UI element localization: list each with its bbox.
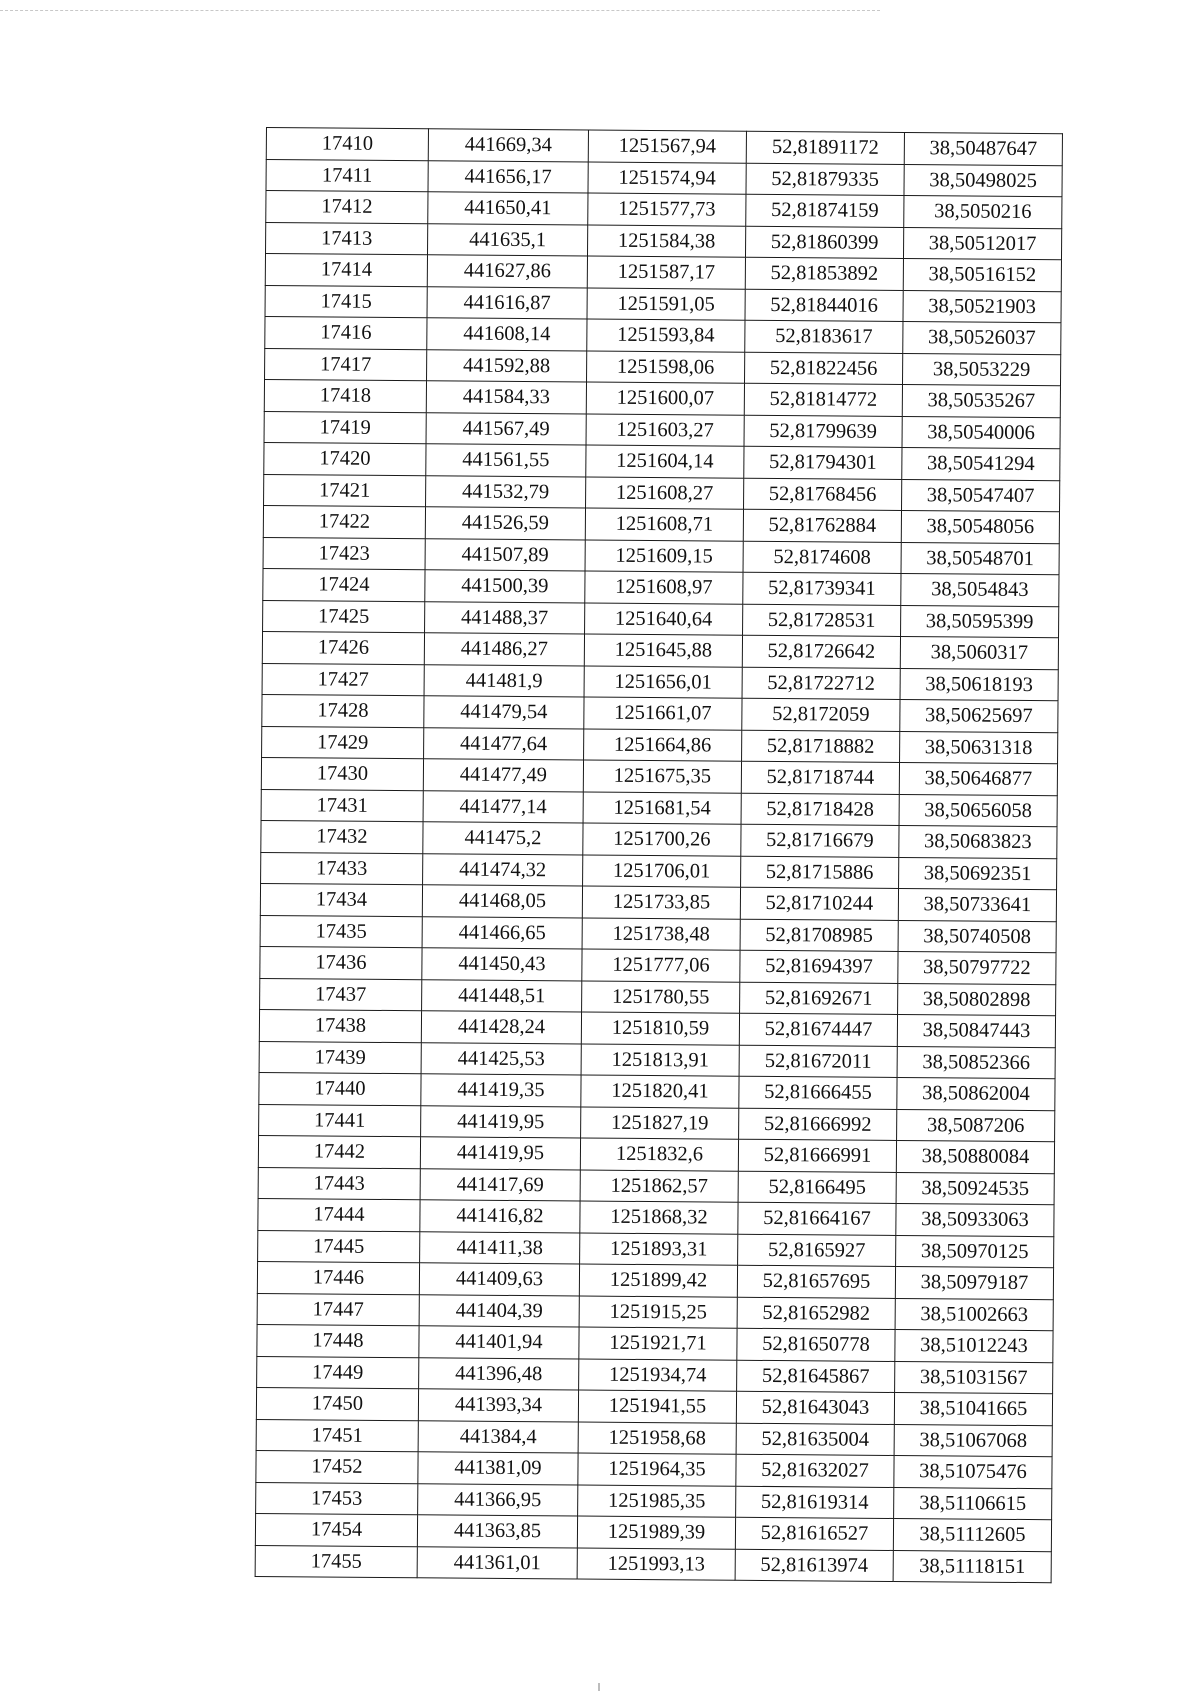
point-number-cell: 17453 [256, 1482, 418, 1515]
latitude-cell: 52,81692671 [740, 982, 898, 1015]
latitude-cell: 52,81874159 [746, 194, 904, 227]
longitude-cell: 38,50548701 [901, 542, 1059, 575]
x-coordinate-cell: 441477,14 [423, 790, 583, 823]
x-coordinate-cell: 441627,86 [427, 255, 587, 288]
y-coordinate-cell: 1251587,17 [587, 256, 745, 289]
y-coordinate-cell: 1251600,07 [586, 382, 744, 415]
y-coordinate-cell: 1251738,48 [582, 918, 740, 951]
latitude-cell: 52,81666455 [739, 1076, 897, 1109]
latitude-cell: 52,81666991 [738, 1139, 896, 1172]
point-number-cell: 17434 [260, 883, 422, 916]
y-coordinate-cell: 1251567,94 [588, 130, 746, 163]
y-coordinate-cell: 1251598,06 [587, 351, 745, 384]
point-number-cell: 17430 [261, 757, 423, 790]
latitude-cell: 52,81728531 [743, 604, 901, 637]
scan-mark [598, 1683, 600, 1691]
y-coordinate-cell: 1251921,71 [579, 1327, 737, 1360]
latitude-cell: 52,81853892 [745, 257, 903, 290]
x-coordinate-cell: 441393,34 [418, 1389, 578, 1422]
point-number-cell: 17455 [255, 1545, 417, 1578]
y-coordinate-cell: 1251915,25 [579, 1295, 737, 1328]
longitude-cell: 38,50540006 [902, 416, 1060, 449]
longitude-cell: 38,51112605 [893, 1518, 1051, 1551]
point-number-cell: 17415 [265, 285, 427, 318]
latitude-cell: 52,81715886 [741, 856, 899, 889]
x-coordinate-cell: 441584,33 [426, 381, 586, 414]
y-coordinate-cell: 1251656,01 [584, 666, 742, 699]
longitude-cell: 38,50541294 [902, 448, 1060, 481]
coordinates-table-body [255, 128, 1062, 1583]
point-number-cell: 17443 [258, 1167, 420, 1200]
x-coordinate-cell: 441592,88 [427, 349, 587, 382]
point-number-cell: 17421 [264, 474, 426, 507]
x-coordinate-cell: 441419,95 [420, 1137, 580, 1170]
y-coordinate-cell: 1251941,55 [578, 1390, 736, 1423]
latitude-cell: 52,81657695 [737, 1265, 895, 1298]
longitude-cell: 38,50979187 [895, 1266, 1053, 1299]
longitude-cell: 38,50880084 [896, 1140, 1054, 1173]
x-coordinate-cell: 441567,49 [426, 412, 586, 445]
point-number-cell: 17420 [264, 442, 426, 475]
point-number-cell: 17435 [260, 915, 422, 948]
latitude-cell: 52,81794301 [744, 446, 902, 479]
x-coordinate-cell: 441608,14 [427, 318, 587, 351]
latitude-cell: 52,81674447 [739, 1013, 897, 1046]
x-coordinate-cell: 441416,82 [420, 1200, 580, 1233]
point-number-cell: 17425 [263, 600, 425, 633]
longitude-cell: 38,50595399 [901, 605, 1059, 638]
longitude-cell: 38,50631318 [900, 731, 1058, 764]
longitude-cell: 38,50625697 [900, 699, 1058, 732]
y-coordinate-cell: 1251989,39 [577, 1516, 735, 1549]
longitude-cell: 38,51118151 [893, 1550, 1051, 1583]
latitude-cell: 52,81722712 [742, 667, 900, 700]
point-number-cell: 17454 [255, 1513, 417, 1546]
x-coordinate-cell: 441479,54 [424, 696, 584, 729]
latitude-cell: 52,81844016 [745, 289, 903, 322]
latitude-cell: 52,81643043 [736, 1391, 894, 1424]
y-coordinate-cell: 1251934,74 [579, 1358, 737, 1391]
latitude-cell: 52,81650778 [737, 1328, 895, 1361]
latitude-cell: 52,81879335 [746, 163, 904, 196]
longitude-cell: 38,51041665 [894, 1392, 1052, 1425]
y-coordinate-cell: 1251893,31 [580, 1232, 738, 1265]
latitude-cell: 52,81822456 [745, 352, 903, 385]
point-number-cell: 17423 [263, 537, 425, 570]
x-coordinate-cell: 441468,05 [422, 885, 582, 918]
y-coordinate-cell: 1251608,97 [585, 571, 743, 604]
point-number-cell: 17449 [257, 1356, 419, 1389]
y-coordinate-cell: 1251827,19 [581, 1107, 739, 1140]
point-number-cell: 17431 [261, 789, 423, 822]
point-number-cell: 17439 [259, 1041, 421, 1074]
y-coordinate-cell: 1251706,01 [583, 855, 741, 888]
point-number-cell: 17448 [257, 1324, 419, 1357]
x-coordinate-cell: 441500,39 [425, 570, 585, 603]
y-coordinate-cell: 1251640,64 [585, 603, 743, 636]
point-number-cell: 17414 [265, 254, 427, 287]
longitude-cell: 38,50692351 [899, 857, 1057, 890]
longitude-cell: 38,51012243 [895, 1329, 1053, 1362]
longitude-cell: 38,50847443 [897, 1014, 1055, 1047]
y-coordinate-cell: 1251664,86 [584, 729, 742, 762]
longitude-cell: 38,51067068 [894, 1424, 1052, 1457]
x-coordinate-cell: 441477,49 [423, 759, 583, 792]
y-coordinate-cell: 1251868,32 [580, 1201, 738, 1234]
point-number-cell: 17447 [257, 1293, 419, 1326]
x-coordinate-cell: 441669,34 [428, 129, 588, 162]
latitude-cell: 52,81739341 [743, 572, 901, 605]
latitude-cell: 52,81716679 [741, 824, 899, 857]
x-coordinate-cell: 441477,64 [424, 727, 584, 760]
longitude-cell: 38,5050216 [904, 196, 1062, 229]
y-coordinate-cell: 1251832,6 [580, 1138, 738, 1171]
point-number-cell: 17428 [262, 694, 424, 727]
x-coordinate-cell: 441366,95 [418, 1483, 578, 1516]
x-coordinate-cell: 441417,69 [420, 1168, 580, 1201]
x-coordinate-cell: 441488,37 [425, 601, 585, 634]
y-coordinate-cell: 1251574,94 [588, 162, 746, 195]
x-coordinate-cell: 441409,63 [419, 1263, 579, 1296]
point-number-cell: 17418 [264, 379, 426, 412]
latitude-cell: 52,8166495 [738, 1171, 896, 1204]
point-number-cell: 17412 [266, 191, 428, 224]
latitude-cell: 52,8183617 [745, 320, 903, 353]
x-coordinate-cell: 441450,43 [422, 948, 582, 981]
point-number-cell: 17413 [266, 222, 428, 255]
latitude-cell: 52,81619314 [736, 1486, 894, 1519]
point-number-cell: 17410 [266, 128, 428, 161]
y-coordinate-cell: 1251591,05 [587, 288, 745, 321]
y-coordinate-cell: 1251813,91 [581, 1044, 739, 1077]
y-coordinate-cell: 1251899,42 [579, 1264, 737, 1297]
x-coordinate-cell: 441401,94 [419, 1326, 579, 1359]
point-number-cell: 17446 [257, 1261, 419, 1294]
table-row [255, 1545, 1051, 1583]
latitude-cell: 52,81718744 [741, 761, 899, 794]
x-coordinate-cell: 441475,2 [423, 822, 583, 855]
x-coordinate-cell: 441396,48 [419, 1357, 579, 1390]
y-coordinate-cell: 1251577,73 [588, 193, 746, 226]
x-coordinate-cell: 441616,87 [427, 286, 587, 319]
x-coordinate-cell: 441363,85 [417, 1515, 577, 1548]
x-coordinate-cell: 441404,39 [419, 1294, 579, 1327]
longitude-cell: 38,50547407 [902, 479, 1060, 512]
y-coordinate-cell: 1251862,57 [580, 1170, 738, 1203]
longitude-cell: 38,5060317 [900, 636, 1058, 669]
longitude-cell: 38,50548056 [901, 511, 1059, 544]
longitude-cell: 38,50802898 [898, 983, 1056, 1016]
longitude-cell: 38,50970125 [896, 1235, 1054, 1268]
y-coordinate-cell: 1251681,54 [583, 792, 741, 825]
latitude-cell: 52,81718882 [742, 730, 900, 763]
latitude-cell: 52,81666992 [739, 1108, 897, 1141]
longitude-cell: 38,50526037 [903, 322, 1061, 355]
latitude-cell: 52,81762884 [743, 509, 901, 542]
point-number-cell: 17444 [258, 1198, 420, 1231]
latitude-cell: 52,81672011 [739, 1045, 897, 1078]
x-coordinate-cell: 441448,51 [422, 979, 582, 1012]
point-number-cell: 17429 [262, 726, 424, 759]
point-number-cell: 17422 [263, 505, 425, 538]
longitude-cell: 38,51075476 [894, 1455, 1052, 1488]
longitude-cell: 38,50535267 [902, 385, 1060, 418]
x-coordinate-cell: 441526,59 [425, 507, 585, 540]
y-coordinate-cell: 1251733,85 [582, 886, 740, 919]
longitude-cell: 38,50516152 [903, 259, 1061, 292]
longitude-cell: 38,51106615 [894, 1487, 1052, 1520]
y-coordinate-cell: 1251645,88 [584, 634, 742, 667]
x-coordinate-cell: 441384,4 [418, 1420, 578, 1453]
point-number-cell: 17436 [260, 946, 422, 979]
x-coordinate-cell: 441532,79 [426, 475, 586, 508]
y-coordinate-cell: 1251810,59 [581, 1012, 739, 1045]
point-number-cell: 17437 [260, 978, 422, 1011]
longitude-cell: 38,50740508 [898, 920, 1056, 953]
longitude-cell: 38,50933063 [896, 1203, 1054, 1236]
y-coordinate-cell: 1251593,84 [587, 319, 745, 352]
latitude-cell: 52,81768456 [744, 478, 902, 511]
x-coordinate-cell: 441474,32 [423, 853, 583, 886]
y-coordinate-cell: 1251964,35 [578, 1453, 736, 1486]
longitude-cell: 38,50656058 [899, 794, 1057, 827]
x-coordinate-cell: 441650,41 [428, 192, 588, 225]
longitude-cell: 38,50498025 [904, 164, 1062, 197]
latitude-cell: 52,81860399 [745, 226, 903, 259]
y-coordinate-cell: 1251958,68 [578, 1421, 736, 1454]
latitude-cell: 52,81718428 [741, 793, 899, 826]
point-number-cell: 17426 [262, 631, 424, 664]
x-coordinate-cell: 441411,38 [420, 1231, 580, 1264]
y-coordinate-cell: 1251780,55 [582, 981, 740, 1014]
point-number-cell: 17411 [266, 159, 428, 192]
longitude-cell: 38,5053229 [902, 353, 1060, 386]
coordinates-table [255, 127, 1063, 1583]
latitude-cell: 52,81799639 [744, 415, 902, 448]
x-coordinate-cell: 441656,17 [428, 160, 588, 193]
x-coordinate-cell: 441428,24 [421, 1011, 581, 1044]
y-coordinate-cell: 1251661,07 [584, 697, 742, 730]
latitude-cell: 52,81694397 [740, 950, 898, 983]
point-number-cell: 17433 [261, 852, 423, 885]
y-coordinate-cell: 1251603,27 [586, 414, 744, 447]
longitude-cell: 38,5054843 [901, 574, 1059, 607]
latitude-cell: 52,81708985 [740, 919, 898, 952]
y-coordinate-cell: 1251675,35 [583, 760, 741, 793]
longitude-cell: 38,51002663 [895, 1298, 1053, 1331]
latitude-cell: 52,81632027 [736, 1454, 894, 1487]
y-coordinate-cell: 1251777,06 [582, 949, 740, 982]
latitude-cell: 52,8174608 [743, 541, 901, 574]
longitude-cell: 38,50618193 [900, 668, 1058, 701]
y-coordinate-cell: 1251985,35 [578, 1484, 736, 1517]
y-coordinate-cell: 1251993,13 [577, 1547, 735, 1580]
y-coordinate-cell: 1251604,14 [586, 445, 744, 478]
point-number-cell: 17442 [258, 1135, 420, 1168]
x-coordinate-cell: 441419,35 [421, 1074, 581, 1107]
longitude-cell: 38,50646877 [899, 762, 1057, 795]
latitude-cell: 52,81891172 [746, 131, 904, 164]
latitude-cell: 52,81726642 [742, 635, 900, 668]
latitude-cell: 52,81645867 [737, 1360, 895, 1393]
x-coordinate-cell: 441361,01 [417, 1546, 577, 1579]
latitude-cell: 52,81710244 [740, 887, 898, 920]
point-number-cell: 17432 [261, 820, 423, 853]
x-coordinate-cell: 441507,89 [425, 538, 585, 571]
longitude-cell: 38,50924535 [896, 1172, 1054, 1205]
longitude-cell: 38,51031567 [895, 1361, 1053, 1394]
longitude-cell: 38,5087206 [897, 1109, 1055, 1142]
y-coordinate-cell: 1251700,26 [583, 823, 741, 856]
x-coordinate-cell: 441419,95 [421, 1105, 581, 1138]
longitude-cell: 38,50487647 [904, 133, 1062, 166]
latitude-cell: 52,8165927 [738, 1234, 896, 1267]
point-number-cell: 17450 [256, 1387, 418, 1420]
longitude-cell: 38,50521903 [903, 290, 1061, 323]
x-coordinate-cell: 441381,09 [418, 1452, 578, 1485]
scan-edge-line [0, 10, 880, 11]
longitude-cell: 38,50797722 [898, 951, 1056, 984]
longitude-cell: 38,50733641 [898, 888, 1056, 921]
point-number-cell: 17452 [256, 1450, 418, 1483]
latitude-cell: 52,81652982 [737, 1297, 895, 1330]
y-coordinate-cell: 1251820,41 [581, 1075, 739, 1108]
latitude-cell: 52,81616527 [735, 1517, 893, 1550]
point-number-cell: 17427 [262, 663, 424, 696]
latitude-cell: 52,81613974 [735, 1549, 893, 1582]
point-number-cell: 17416 [265, 316, 427, 349]
longitude-cell: 38,50512017 [903, 227, 1061, 260]
x-coordinate-cell: 441561,55 [426, 444, 586, 477]
point-number-cell: 17451 [256, 1419, 418, 1452]
y-coordinate-cell: 1251609,15 [585, 540, 743, 573]
x-coordinate-cell: 441635,1 [428, 223, 588, 256]
point-number-cell: 17417 [265, 348, 427, 381]
longitude-cell: 38,50852366 [897, 1046, 1055, 1079]
x-coordinate-cell: 441466,65 [422, 916, 582, 949]
latitude-cell: 52,8172059 [742, 698, 900, 731]
x-coordinate-cell: 441486,27 [424, 633, 584, 666]
point-number-cell: 17419 [264, 411, 426, 444]
latitude-cell: 52,81635004 [736, 1423, 894, 1456]
point-number-cell: 17438 [259, 1009, 421, 1042]
latitude-cell: 52,81664167 [738, 1202, 896, 1235]
latitude-cell: 52,81814772 [744, 383, 902, 416]
point-number-cell: 17441 [259, 1104, 421, 1137]
x-coordinate-cell: 441425,53 [421, 1042, 581, 1075]
y-coordinate-cell: 1251608,71 [585, 508, 743, 541]
point-number-cell: 17440 [259, 1072, 421, 1105]
x-coordinate-cell: 441481,9 [424, 664, 584, 697]
point-number-cell: 17424 [263, 568, 425, 601]
longitude-cell: 38,50683823 [899, 825, 1057, 858]
longitude-cell: 38,50862004 [897, 1077, 1055, 1110]
y-coordinate-cell: 1251584,38 [587, 225, 745, 258]
point-number-cell: 17445 [258, 1230, 420, 1263]
y-coordinate-cell: 1251608,27 [586, 477, 744, 510]
